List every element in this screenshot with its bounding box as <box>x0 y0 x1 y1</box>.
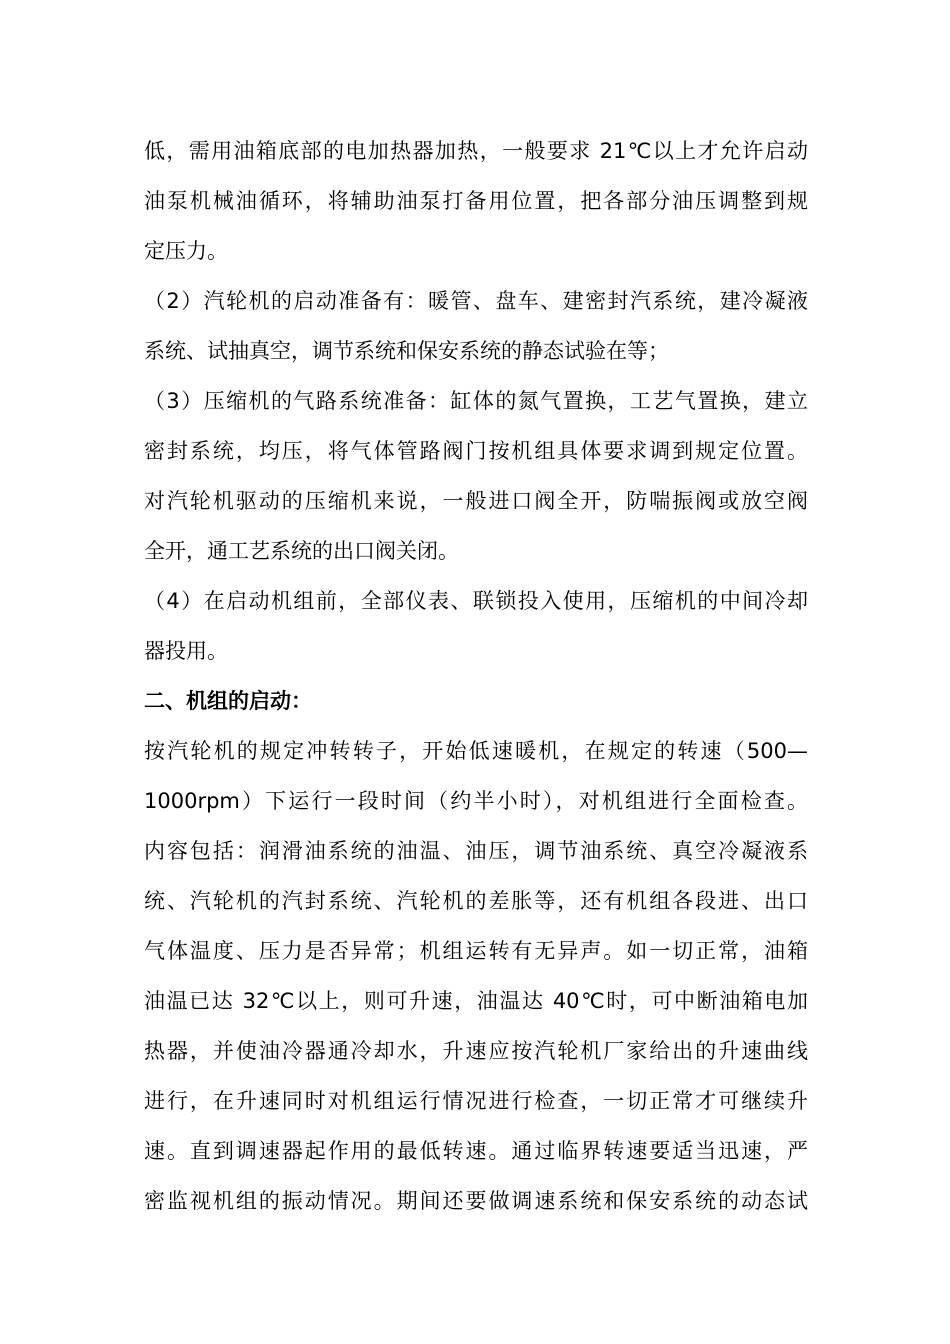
text-line: 对汽轮机驱动的压缩机来说，一般进口阀全开，防喘振阀或放空阀 <box>144 489 808 513</box>
text-line: 1000rpm）下运行一段时间（约半小时），对机组进行全面检查。 <box>144 789 808 813</box>
text-line: 低，需用油箱底部的电加热器加热，一般要求 21℃以上才允许启动 <box>144 139 808 163</box>
text-line: 统、汽轮机的汽封系统、汽轮机的差胀等，还有机组各段进、出口 <box>144 889 808 913</box>
text-line: 密封系统，均压，将气体管路阀门按机组具体要求调到规定位置。 <box>144 439 808 463</box>
text-line: （4）在启动机组前，全部仪表、联锁投入使用，压缩机的中间冷却 <box>144 589 808 613</box>
text-line: 按汽轮机的规定冲转转子，开始低速暖机，在规定的转速（500— <box>144 739 808 763</box>
text-line: 油泵机械油循环，将辅助油泵打备用位置，把各部分油压调整到规 <box>144 189 808 213</box>
text-line: 系统、试抽真空，调节系统和保安系统的静态试验在等； <box>144 339 669 363</box>
section-heading: 二、机组的启动： <box>144 689 312 713</box>
text-line: 器投用。 <box>144 639 228 663</box>
text-line: 气体温度、压力是否异常；机组运转有无异声。如一切正常，油箱 <box>144 939 808 963</box>
text-line: 热器，并使油冷器通冷却水，升速应按汽轮机厂家给出的升速曲线 <box>144 1039 808 1063</box>
text-line: 进行，在升速同时对机组运行情况进行检查，一切正常才可继续升 <box>144 1089 808 1113</box>
document-body <box>144 126 808 1226</box>
text-line: （3）压缩机的气路系统准备：缸体的氮气置换，工艺气置换，建立 <box>144 389 808 413</box>
text-line: 密监视机组的振动情况。期间还要做调速系统和保安系统的动态试 <box>144 1189 808 1213</box>
text-line: 定压力。 <box>144 239 228 263</box>
text-line: 速。直到调速器起作用的最低转速。通过临界转速要适当迅速，严 <box>144 1139 808 1163</box>
text-line: 油温已达 32℃以上，则可升速，油温达 40℃时，可中断油箱电加 <box>144 989 808 1013</box>
text-line: 全开，通工艺系统的出口阀关闭。 <box>144 539 459 563</box>
text-line: （2）汽轮机的启动准备有：暖管、盘车、建密封汽系统，建冷凝液 <box>144 289 808 313</box>
text-line: 内容包括：润滑油系统的油温、油压，调节油系统、真空冷凝液系 <box>144 839 808 863</box>
